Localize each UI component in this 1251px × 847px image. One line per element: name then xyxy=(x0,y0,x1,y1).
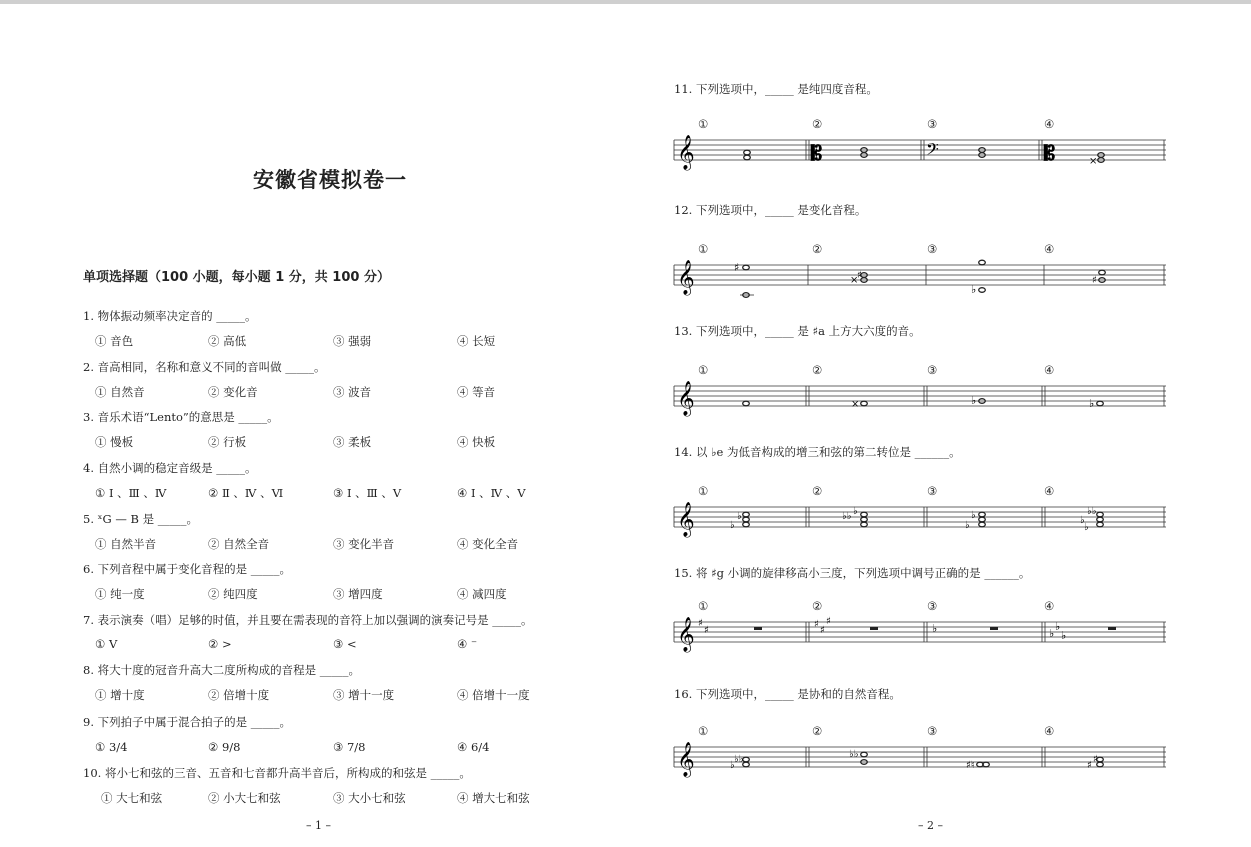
question-2: 2. 音高相同，名称和意义不同的音叫做 _____。 xyxy=(83,360,326,374)
flat-icon: ♭ xyxy=(1061,629,1067,642)
treble-clef-icon: 𝄞 xyxy=(677,502,695,537)
staff-11 xyxy=(674,117,1169,177)
rest-icon xyxy=(990,627,998,630)
option: ④ 快板 xyxy=(457,435,496,449)
flat-icon: ♭ xyxy=(737,511,742,522)
flat-icon: ♭ xyxy=(853,506,858,517)
option: ③ 柔板 xyxy=(333,435,372,449)
option-number: ④ xyxy=(1044,117,1055,131)
music-staff xyxy=(674,617,1169,657)
option: ① 自然半音 xyxy=(95,537,157,551)
option-number: ② xyxy=(812,117,823,131)
option-number: ② xyxy=(812,484,823,498)
flat-icon: ♭ xyxy=(1049,627,1055,640)
double-sharp-icon: × xyxy=(850,275,859,286)
staff-14 xyxy=(674,484,1169,544)
section-heading: 单项选择题（100 小题，每小题 1 分，共 100 分） xyxy=(83,270,390,285)
option: ② 纯四度 xyxy=(208,587,258,601)
sharp-icon: ♯ xyxy=(826,616,831,627)
staff-16 xyxy=(674,724,1169,784)
page-number: – 2 – xyxy=(918,819,943,832)
rest-icon xyxy=(1108,627,1116,630)
option: ④ 6/4 xyxy=(457,740,490,754)
option-number: ① xyxy=(698,242,709,256)
option: ① Ⅰ 、Ⅲ 、Ⅳ xyxy=(95,486,167,500)
flat-icon: ♭ xyxy=(971,283,977,296)
question-6: 6. 下列音程中属于变化音程的是 _____。 xyxy=(83,562,292,576)
option: ② 小大七和弦 xyxy=(208,791,281,805)
music-staff xyxy=(674,742,1169,782)
option: ④ 变化全音 xyxy=(457,537,519,551)
sharp-icon: ♯ xyxy=(1092,275,1097,286)
sharp-icon: ♯ xyxy=(704,625,709,636)
question-14: 14. 以 ♭e 为低音构成的增三和弦的第二转位是 ______。 xyxy=(674,445,961,459)
option-number: ③ xyxy=(927,484,938,498)
staff-15 xyxy=(674,599,1169,659)
option-number: ④ xyxy=(1044,242,1055,256)
sharp-icon: ♯ xyxy=(966,760,971,771)
rest-icon xyxy=(870,627,878,630)
option-number: ① xyxy=(698,484,709,498)
question-16: 16. 下列选项中，_____ 是协和的自然音程。 xyxy=(674,687,901,701)
natural-icon: ♮ xyxy=(971,760,975,771)
flat-icon: ♭ xyxy=(730,760,735,771)
page-2 xyxy=(626,4,1251,847)
sharp-icon: ♯ xyxy=(1093,754,1098,765)
music-staff xyxy=(674,502,1169,542)
question-3: 3. 音乐术语“Lento”的意思是 _____。 xyxy=(83,410,279,424)
music-staff xyxy=(674,135,1169,175)
option: ② 自然全音 xyxy=(208,537,270,551)
treble-clef-icon: 𝄞 xyxy=(677,617,695,652)
flat-icon: ♭ xyxy=(965,520,970,531)
option-number: ④ xyxy=(1044,363,1055,377)
option: ③ 增四度 xyxy=(333,587,383,601)
option-number: ① xyxy=(698,363,709,377)
double-flat-icon: ♭♭ xyxy=(734,754,744,765)
sharp-icon: ♯ xyxy=(814,619,819,630)
flat-icon: ♭ xyxy=(1055,620,1061,633)
option: ① 纯一度 xyxy=(95,587,145,601)
option: ④ Ⅰ 、Ⅳ 、Ⅴ xyxy=(457,486,526,500)
sharp-icon: ♯ xyxy=(698,618,703,629)
option: ① 增十度 xyxy=(95,688,145,702)
staff-13 xyxy=(674,363,1169,423)
flat-icon: ♭ xyxy=(1080,515,1085,526)
question-8: 8. 将大十度的冠音升高大二度所构成的音程是 _____。 xyxy=(83,663,361,677)
option-number: ① xyxy=(698,117,709,131)
question-5: 5. ˣG — B 是 _____。 xyxy=(83,512,199,526)
option-number: ③ xyxy=(927,724,938,738)
double-flat-icon: ♭♭ xyxy=(1087,506,1097,517)
question-11: 11. 下列选项中，_____ 是纯四度音程。 xyxy=(674,82,878,96)
option: ③ 变化半音 xyxy=(333,537,395,551)
rest-icon xyxy=(754,627,762,630)
question-10: 10. 将小七和弦的三音、五音和七音都升高半音后，所构成的和弦是 _____。 xyxy=(83,766,471,780)
treble-clef-icon: 𝄞 xyxy=(677,742,695,777)
question-1: 1. 物体振动频率决定音的 _____。 xyxy=(83,309,257,323)
alto-clef-icon: 𝄡 xyxy=(1044,141,1056,165)
flat-icon: ♭ xyxy=(971,394,977,407)
treble-clef-icon: 𝄞 xyxy=(677,381,695,416)
question-4: 4. 自然小调的稳定音级是 _____。 xyxy=(83,461,257,475)
flat-icon: ♭ xyxy=(932,622,938,635)
option: ④ 减四度 xyxy=(457,587,507,601)
option: ② 变化音 xyxy=(208,385,258,399)
option-number: ② xyxy=(812,724,823,738)
option: ② 9/8 xyxy=(208,740,241,754)
option: ② Ⅱ 、Ⅳ 、Ⅵ xyxy=(208,486,284,500)
option-number: ① xyxy=(698,599,709,613)
double-sharp-icon: × xyxy=(851,399,860,410)
option: ① 自然音 xyxy=(95,385,145,399)
option: ③ 强弱 xyxy=(333,334,372,348)
option: ① 大七和弦 xyxy=(101,791,163,805)
flat-icon: ♭ xyxy=(971,510,976,521)
music-staff xyxy=(674,381,1169,421)
option: ④ ⁻ xyxy=(457,637,478,651)
option: ① 慢板 xyxy=(95,435,134,449)
bass-clef-icon: 𝄢 xyxy=(926,139,939,163)
page-1 xyxy=(0,4,625,847)
double-flat-icon: ♭♭ xyxy=(842,511,852,522)
page-title: 安徽省模拟卷一 xyxy=(253,168,407,192)
flat-icon: ♭ xyxy=(1084,522,1089,533)
question-13: 13. 下列选项中，_____ 是 ♯a 上方大六度的音。 xyxy=(674,324,921,338)
option: ④ 长短 xyxy=(457,334,496,348)
option-number: ③ xyxy=(927,117,938,131)
option: ④ 增大七和弦 xyxy=(457,791,530,805)
page-number: – 1 – xyxy=(306,819,331,832)
option-number: ② xyxy=(812,363,823,377)
question-9: 9. 下列拍子中属于混合拍子的是 _____。 xyxy=(83,715,292,729)
option: ② 倍增十度 xyxy=(208,688,270,702)
option: ③ 增十一度 xyxy=(333,688,395,702)
staff-12 xyxy=(674,242,1169,302)
sharp-icon: ♯ xyxy=(857,270,862,281)
option: ③ 7/8 xyxy=(333,740,366,754)
question-12: 12. 下列选项中，_____ 是变化音程。 xyxy=(674,203,867,217)
option-number: ③ xyxy=(927,599,938,613)
double-flat-icon: ♭♭ xyxy=(849,749,859,760)
option: ① 音色 xyxy=(95,334,134,348)
option: ④ 倍增十一度 xyxy=(457,688,530,702)
option: ② > xyxy=(208,637,232,651)
option-number: ② xyxy=(812,242,823,256)
flat-icon: ♭ xyxy=(730,520,735,531)
option: ② 行板 xyxy=(208,435,247,449)
option: ③ 大小七和弦 xyxy=(333,791,406,805)
alto-clef-icon: 𝄡 xyxy=(811,141,823,165)
music-staff xyxy=(674,260,1169,300)
option: ④ 等音 xyxy=(457,385,496,399)
question-7: 7. 表示演奏（唱）足够的时值，并且要在需表现的音符上加以强调的演奏记号是 _____。 xyxy=(83,613,533,627)
option-number: ② xyxy=(812,599,823,613)
option-number: ④ xyxy=(1044,484,1055,498)
option: ③ < xyxy=(333,637,357,651)
option: ① 3/4 xyxy=(95,740,128,754)
option-number: ④ xyxy=(1044,724,1055,738)
option-number: ① xyxy=(698,724,709,738)
sharp-icon: ♯ xyxy=(820,625,825,636)
option: ② 高低 xyxy=(208,334,247,348)
option: ③ 波音 xyxy=(333,385,372,399)
treble-clef-icon: 𝄞 xyxy=(677,135,695,170)
option-number: ③ xyxy=(927,363,938,377)
option-number: ④ xyxy=(1044,599,1055,613)
flat-icon: ♭ xyxy=(1089,397,1095,410)
question-15: 15. 将 ♯g 小调的旋律移高小三度，下列选项中调号正确的是 ______。 xyxy=(674,566,1031,580)
option: ③ Ⅰ 、Ⅲ 、Ⅴ xyxy=(333,486,402,500)
option: ① V xyxy=(95,637,118,651)
sharp-icon: ♯ xyxy=(734,261,740,274)
option-number: ③ xyxy=(927,242,938,256)
treble-clef-icon: 𝄞 xyxy=(677,260,695,295)
sharp-icon: ♯ xyxy=(1087,760,1092,771)
double-sharp-icon: × xyxy=(1089,156,1098,167)
